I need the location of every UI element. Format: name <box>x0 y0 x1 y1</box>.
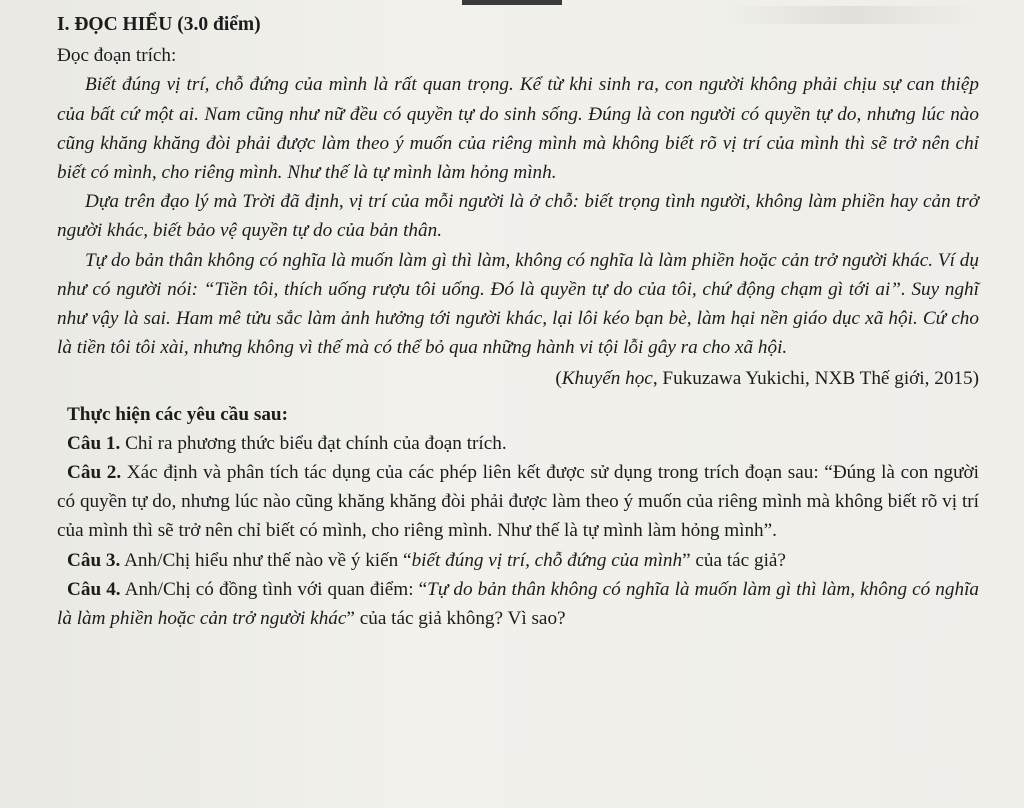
question-3-text-end: ” của tác giả? <box>682 549 786 571</box>
passage-paragraph-2: Dựa trên đạo lý mà Trời đã định, vị trí của mỗi người là ở chỗ: biết trọng tình người, không làm phiền hay cản trở người khác, biết bảo vệ quyền tự do của bản thân. <box>57 191 979 242</box>
section-heading: I. ĐỌC HIỂU (3.0 điểm) <box>57 14 261 35</box>
question-2 <box>57 458 979 546</box>
question-2-label: Câu 2. <box>67 462 122 484</box>
question-4-quote: Tự do bản thân không có nghĩa là muốn làm gì thì làm, không có nghĩa là làm phiền hoặc cản trở người khác <box>57 578 980 630</box>
requirements-heading: Thực hiện các yêu cầu sau: <box>67 403 288 425</box>
passage-paragraph-1: Biết đúng vị trí, chỗ đứng của mình là rất quan trọng. Kể từ khi sinh ra, con người không phải chịu sự can thiệp của bất cứ một ai. Nam cũng như nữ đều có quyền tự do sinh sống. Đúng là con người có quyền tự do, nhưng lúc nào cũng khăng khăng đòi phải được làm theo ý muốn của riêng mình mà không biết rõ vị trí của mình thì sẽ trở nên chỉ biết có mình, cho riêng mình. Như thế là tự mình làm hỏng mình. <box>57 74 979 184</box>
document-body <box>57 10 979 633</box>
question-1-text: Chỉ ra phương thức biểu đạt chính của đoạn trích. <box>125 432 507 454</box>
question-4-label: Câu 4. <box>67 578 121 600</box>
source-book: Khuyến học <box>561 368 653 390</box>
top-edge-bar <box>462 0 562 5</box>
question-4-text: Anh/Chị có đồng tình với quan điểm: “ <box>124 578 428 600</box>
question-3-text: Anh/Chị hiểu như thế nào về ý kiến “ <box>124 549 412 571</box>
question-3-label: Câu 3. <box>67 549 121 571</box>
source-citation: (Khuyến học, Fukuzawa Yukichi, NXB Thế giới, 2015) <box>555 368 979 390</box>
source-details: , Fukuzawa Yukichi, NXB Thế giới, 2015) <box>652 368 979 390</box>
question-1 <box>57 429 979 458</box>
question-2-text: Xác định và phân tích tác dụng của các phép liên kết được sử dụng trong trích đoạn sau: “Đúng là con người có quyền tự do, nhưng lúc nào cũng khăng khăng đòi phải được làm theo ý muốn của riêng mình mà không biết rõ vị trí của mình thì sẽ trở nên chỉ biết có mình, cho riêng mình. Như thế là tự mình làm hỏng mình”. <box>57 462 979 542</box>
question-4 <box>57 575 979 633</box>
passage-paragraph-3: Tự do bản thân không có nghĩa là muốn làm gì thì làm, không có nghĩa là làm phiền hoặc cản trở người khác. Ví dụ như có người nói: “Tiền tôi, thích uống rượu tôi uống. Đó là quyền tự do của tôi, chứ động chạm gì tới ai”. Suy nghĩ như vậy là sai. Ham mê tửu sắc làm ảnh hưởng tới người khác, lại lôi kéo bạn bè, làm hại nền giáo dục xã hội. Cứ cho là tiền tôi tôi xài, nhưng không vì thế mà có thể bỏ qua những hành vi tội lỗi gây ra cho xã hội. <box>57 249 979 359</box>
question-3 <box>57 546 979 575</box>
question-3-quote: biết đúng vị trí, chỗ đứng của mình <box>411 549 683 571</box>
question-4-text-end: ” của tác giả không? Vì sao? <box>346 608 566 630</box>
intro-line: Đọc đoạn trích: <box>57 45 177 67</box>
question-1-label: Câu 1. <box>67 432 121 454</box>
